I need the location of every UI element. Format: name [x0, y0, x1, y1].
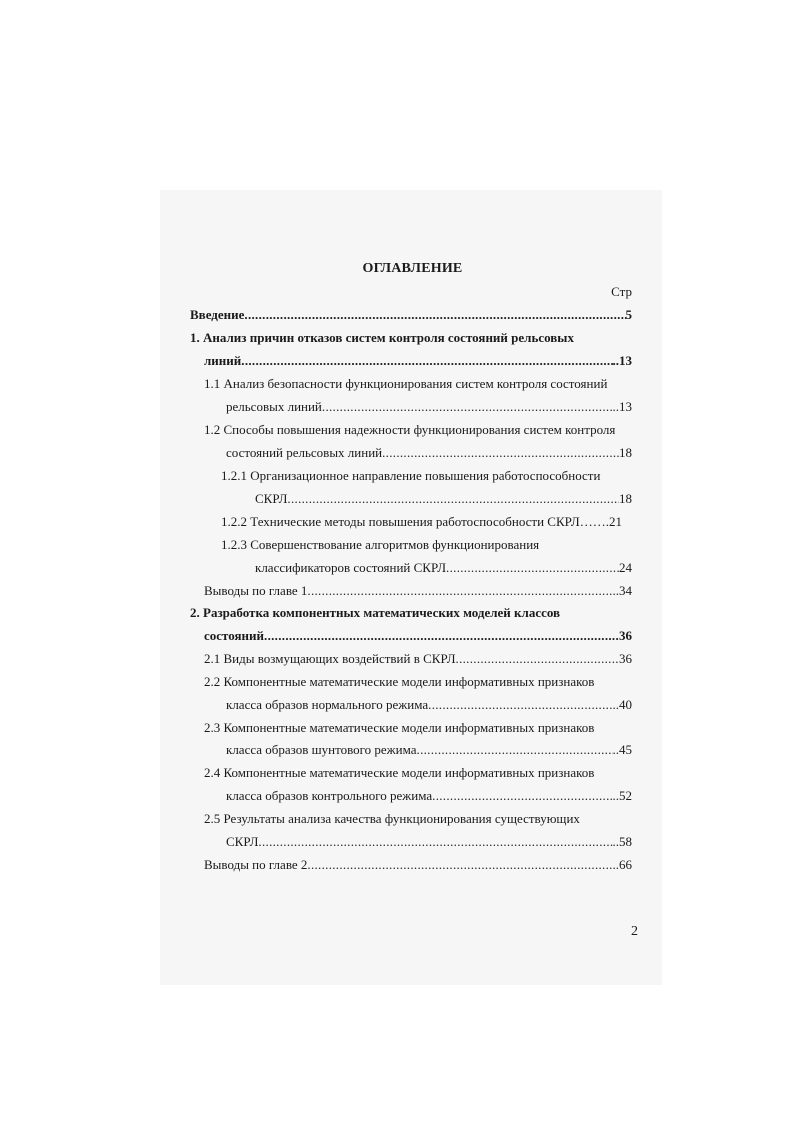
- toc-entry-text: 2.2 Компонентные математические модели информативных признаков: [204, 674, 595, 689]
- toc-entry-page: ..52: [612, 788, 632, 803]
- toc-entry-text: 1.2.1 Организационное направление повышения работоспособности: [221, 468, 601, 483]
- toc-entry-page: ..34: [612, 583, 632, 598]
- leader-dots: [287, 490, 619, 507]
- toc-entry-page: 18: [619, 491, 632, 506]
- toc-entry-text: 2.3 Компонентные математические модели информативных признаков: [204, 720, 595, 735]
- leader-dots: [244, 306, 625, 323]
- leader-dots: [456, 650, 619, 667]
- toc-entry-page: …….21: [579, 514, 622, 529]
- toc-entry-text: состояний рельсовых линий: [226, 445, 383, 460]
- toc-line: [204, 375, 632, 392]
- leader-dots: [322, 398, 613, 415]
- toc-line: [221, 513, 632, 530]
- toc-line: [204, 719, 632, 736]
- toc-entry-text: СКРЛ: [226, 834, 259, 849]
- toc-entry-text: 2. Разработка компонентных математических моделей классов: [190, 605, 561, 620]
- toc-line: [226, 398, 632, 415]
- toc-entry-text: рельсовых линий: [226, 399, 322, 414]
- toc-entry-page: 24: [619, 560, 632, 575]
- leader-dots: [417, 741, 613, 758]
- toc-line: [204, 627, 632, 644]
- leader-dots: [432, 787, 612, 804]
- toc-line: [226, 444, 632, 461]
- toc-line: [226, 833, 632, 850]
- toc-entry-page: 18: [619, 445, 632, 460]
- toc-line: [204, 582, 632, 599]
- toc-entry-page: ..13: [612, 399, 632, 414]
- leader-dots: [307, 582, 612, 599]
- toc-entry-page: 5: [625, 307, 632, 322]
- toc-entry-page: 36: [619, 628, 632, 643]
- page-number: 2: [631, 924, 638, 939]
- toc-entry-text: Выводы по главе 2: [204, 857, 308, 872]
- leader-dots: [264, 627, 619, 644]
- toc-entry-page: ..66: [612, 857, 632, 872]
- toc-entry-text: класса образов шунтового режима: [226, 742, 417, 757]
- toc-entry-text: класса образов нормального режима: [226, 697, 429, 712]
- toc-entry-text: 2.4 Компонентные математические модели информативных признаков: [204, 765, 595, 780]
- toc-line: [190, 604, 632, 621]
- toc-entry-text: линий: [204, 353, 242, 368]
- page-column-label: Стр: [611, 284, 632, 299]
- toc-entry-text: состояний: [204, 628, 265, 643]
- toc-entry-text: 2.1 Виды возмущающих воздействий в СКРЛ: [204, 651, 456, 666]
- toc-entry-page: ..58: [612, 834, 632, 849]
- toc-entry-text: Выводы по главе 1: [204, 583, 308, 598]
- leader-dots: [241, 352, 612, 369]
- toc-entry-page: ..13: [612, 353, 632, 368]
- toc-entry-text: 1. Анализ причин отказов систем контроля состояний рельсовых: [190, 330, 574, 345]
- leader-dots: [428, 696, 612, 713]
- toc-line: [204, 856, 632, 873]
- toc-entry-text: классификаторов состояний СКРЛ: [255, 560, 447, 575]
- toc-entry-page: ..40: [612, 697, 632, 712]
- toc-entry-text: 1.2.2 Технические методы повышения работоспособности СКРЛ: [221, 514, 580, 529]
- leader-dots: [382, 444, 619, 461]
- leader-dots: [446, 559, 619, 576]
- toc-line: [226, 787, 632, 804]
- toc-line: [204, 810, 632, 827]
- toc-entry-text: СКРЛ: [255, 491, 288, 506]
- toc-entry-page: ..45: [612, 742, 632, 757]
- toc-entry-text: 2.5 Результаты анализа качества функционирования существующих: [204, 811, 580, 826]
- toc-line: [204, 673, 632, 690]
- toc-line: [221, 536, 632, 553]
- toc-entry-text: Введение: [190, 307, 245, 322]
- toc-entry-text: 1.1 Анализ безопасности функционирования систем контроля состояний: [204, 376, 608, 391]
- toc-line: [190, 329, 632, 346]
- toc-entry-text: 1.2.3 Совершенствование алгоритмов функционирования: [221, 537, 540, 552]
- toc-line: [204, 352, 632, 369]
- toc-line: [204, 421, 632, 438]
- toc-line: [204, 650, 632, 667]
- toc-title: ОГЛАВЛЕНИЕ: [362, 261, 463, 276]
- leader-dots: [258, 833, 612, 850]
- toc-entry-text: 1.2 Способы повышения надежности функционирования систем контроля: [204, 422, 616, 437]
- leader-dots: [307, 856, 612, 873]
- toc-entry-text: класса образов контрольного режима: [226, 788, 433, 803]
- toc-line: [226, 741, 632, 758]
- toc-line: [255, 559, 632, 576]
- toc-line: [221, 467, 632, 484]
- toc-line: [190, 306, 632, 323]
- toc-entry-page: 36: [619, 651, 632, 666]
- toc-line: [226, 696, 632, 713]
- toc-line: [204, 764, 632, 781]
- toc-line: [255, 490, 632, 507]
